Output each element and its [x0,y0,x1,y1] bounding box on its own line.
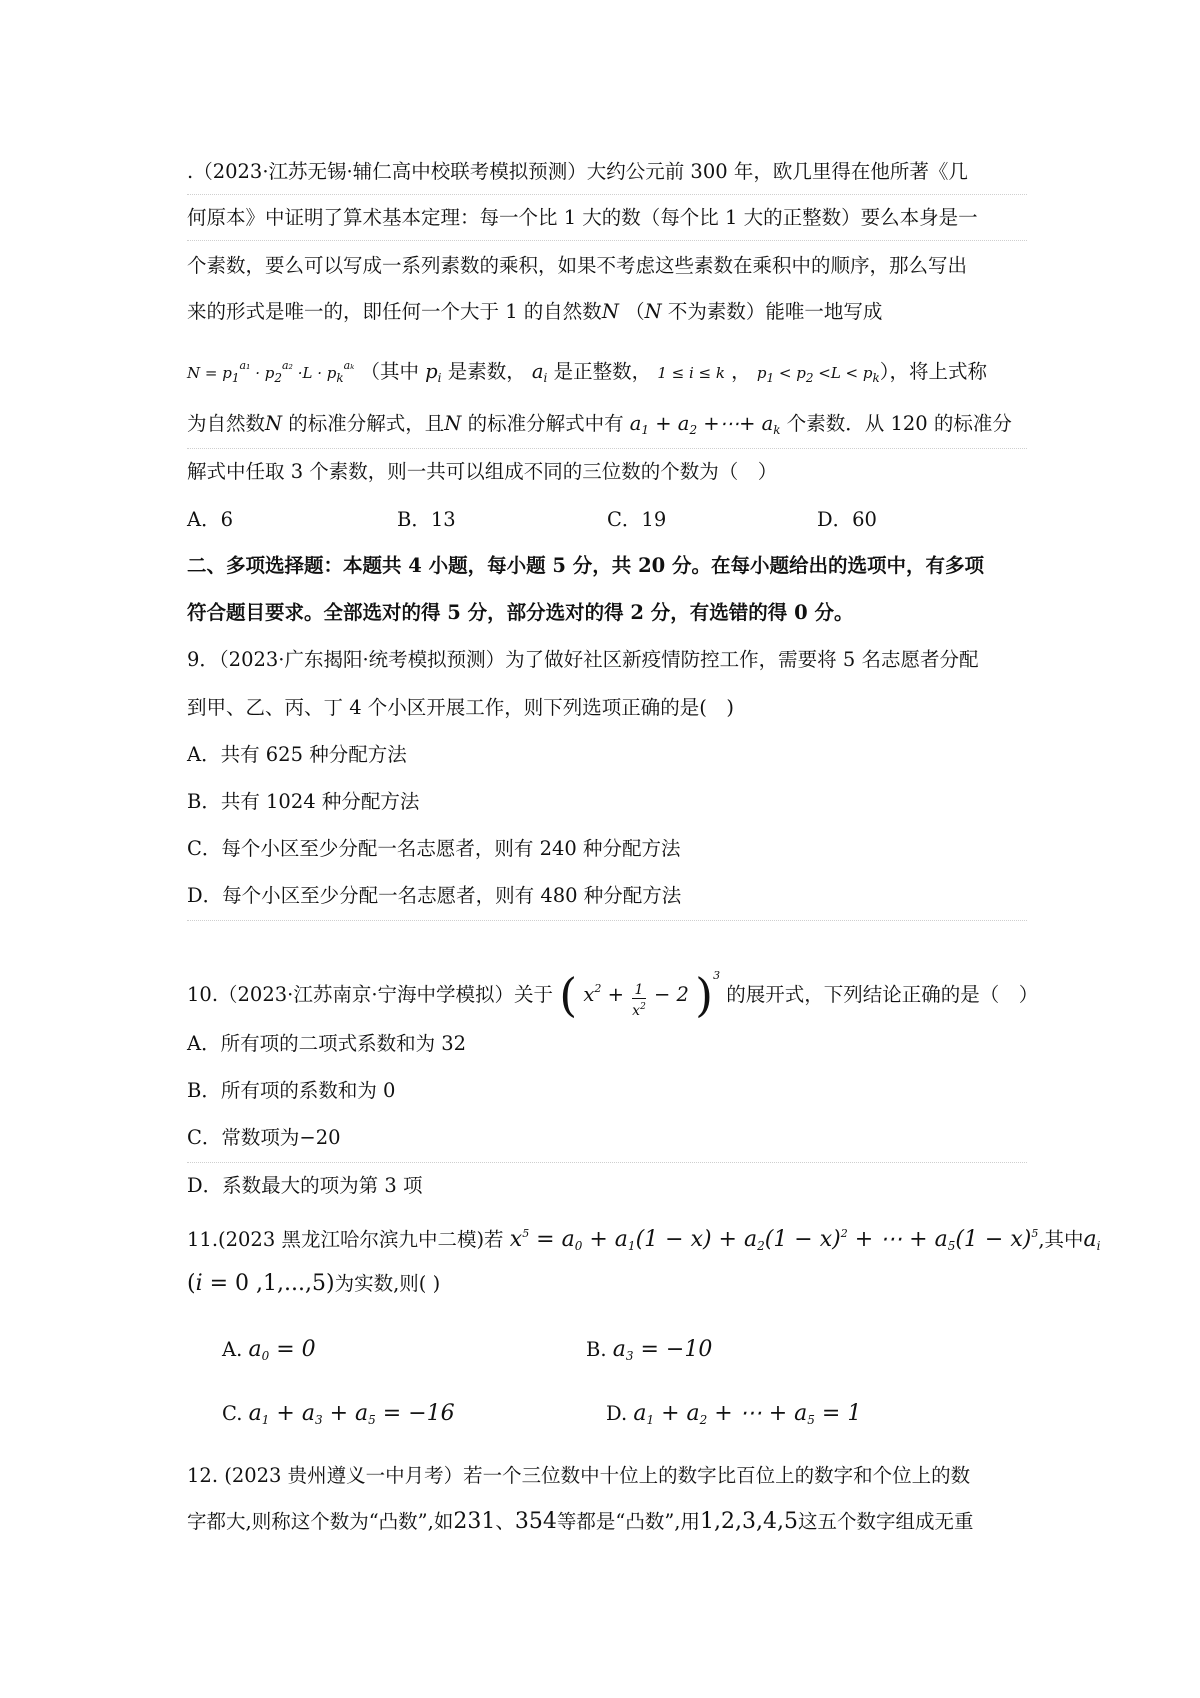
q12-line2-c: 这五个数字组成无重 [797,1510,974,1533]
q8-line6-d: 个素数．从 120 的标准分 [786,412,1012,435]
var-n: N [601,300,619,323]
var-n: N [265,412,283,435]
q11-options-row1 [222,1336,1002,1370]
divider [187,448,1027,449]
q10-suffix: 的展开式，下列结论正确的是（ ） [726,983,1039,1006]
q8-line4 [187,298,1027,326]
q12-line2-a: 字都大,则称这个数为“凸数”,如 [187,1510,454,1533]
section2-line1: 二、多项选择题：本题共 4 小题，每小题 5 分，共 20 分。在每小题给出的选项中，有多项 [187,554,985,577]
sum-of-exponents: $a_1 + a_2$ +⋯+ $a_k$ [629,412,781,437]
q8-line6-c: 的标准分解式中有 [467,412,624,435]
q8-line4-paren: （ [625,300,645,323]
divider [187,194,1027,195]
q8-line7: 解式中任取 3 个素数，则一共可以组成不同的三位数的个数为（ ） [187,460,778,483]
index-set: (i = 0 ,1,...,5) [187,1271,335,1296]
option-label-c: C. [222,1402,243,1425]
binomial-expression: ( $x^2$ + $\frac{1}{x^2}$ − 2 )$^3$ [559,968,721,1022]
formula-mid3: ， [731,360,751,383]
option-label-d: D. [606,1402,628,1425]
q12-line2 [187,1508,1027,1536]
q8-line2: 何原本》中证明了算术基本定理：每一个比 1 大的数（每个比 1 大的正整数）要么本身是一 [187,206,978,229]
q8-line6 [187,410,1027,444]
q11-stem [187,1220,1101,1260]
q8-line4-text2: 不为素数）能唯一地写成 [667,300,883,323]
digit-set: 1,2,3,4,5 [700,1509,798,1534]
q11-option-a [222,1336,586,1370]
option-b: B．13 [397,508,456,531]
q11-option-c [222,1400,606,1434]
q9-option-c: C．每个小区至少分配一名志愿者，则有 240 种分配方法 [187,837,681,860]
option-label-a: A. [222,1338,243,1361]
q11-options-row2 [222,1400,1002,1434]
formula-mid2: 是正整数， [553,360,652,383]
q11-equation: $x^5 = a_0 + a_1(1 - x) + a_2(1 - x)^2$ + ⋯ + $a_5(1 - x)^5$ [509,1227,1039,1253]
q9-option-a: A．共有 625 种分配方法 [187,743,407,766]
formula-mid1: 是素数， [447,360,526,383]
divider [187,1162,1027,1163]
option-c-formula: $a_1 + a_3 + a_5 = -16$ [248,1401,455,1427]
option-c: C．19 [607,508,667,531]
var-ai: $a_i$ [531,360,548,385]
q12-separator: 、 [495,1510,515,1533]
formula-end: ），将上式称 [879,360,988,383]
var-n: N [444,412,462,435]
option-d: D．60 [817,508,877,531]
index-range: 1 ≤ i ≤ k [657,364,725,382]
q8-line6-a: 为自然数 [187,412,266,435]
q10-prefix: 10.（2023·江苏南京·宁海中学模拟）关于 [187,983,554,1006]
q9-line1: 9．（2023·广东揭阳·统考模拟预测）为了做好社区新疫情防控工作，需要将 5 名志愿者分配 [187,648,979,671]
example-number-2: 354 [514,1509,557,1534]
q8-line1: .（2023·江苏无锡·辅仁高中校联考模拟预测）大约公元前 300 年，欧几里得在他所著《几 [187,160,968,183]
q10-option-a: A．所有项的二项式系数和为 32 [187,1032,467,1055]
option-d-formula: $a_1 + a_2$ + ⋯ + $a_5 = 1$ [633,1401,862,1427]
section2-line2: 符合题目要求。全部选对的得 5 分，部分选对的得 2 分，有选错的得 0 分。 [187,601,854,624]
option-a: A．6 [187,508,233,531]
formula-text: （其中 [360,360,419,383]
q11-line2 [187,1270,1027,1298]
example-number-1: 231 [453,1509,496,1534]
q11-prefix: 11.(2023 黑龙江哈尔滨九中二模)若 [187,1228,504,1251]
var-n: N [644,300,662,323]
factorization-formula: $N = p_1^{a_1} \cdot p_2^{a_2} \cdot L \cdot p_k^{a_k}$ [187,359,355,385]
q12-line2-b: 等都是“凸数”,用 [556,1510,700,1533]
q11-option-b [586,1336,712,1370]
q11-line2-suffix: 为实数,则( ) [334,1272,441,1295]
option-label-b: B. [586,1338,607,1361]
q8-line3: 个素数，要么可以写成一系列素数的乘积，如果不考虑这些素数在乘积中的顺序，那么写出 [187,254,968,277]
q10-stem [187,962,1039,1022]
divider [187,920,1027,921]
option-b-formula: $a_3 = -10$ [612,1337,713,1363]
q8-line4-text: 来的形式是唯一的，即任何一个大于 1 的自然数 [187,300,602,323]
option-a-formula: $a_0 = 0$ [248,1337,316,1363]
q9-line2: 到甲、乙、丙、丁 4 个小区开展工作，则下列选项正确的是( ) [187,696,735,719]
q10-option-c: C．常数项为−20 [187,1126,341,1149]
q11-suffix: ,其中 [1038,1228,1084,1251]
q9-option-d: D．每个小区至少分配一名志愿者，则有 480 种分配方法 [187,884,682,907]
divider [187,240,1027,241]
q12-line1: 12. (2023 贵州遵义一中月考）若一个三位数中十位上的数字比百位上的数字和个位上的数 [187,1464,971,1487]
var-pi: $p_i$ [425,360,442,385]
prime-order: $p_1 < p_2 <L < p_k$ [756,364,880,385]
q8-options [187,506,1027,534]
q11-option-d [606,1400,861,1434]
var-ai: $a_i$ [1083,1227,1101,1253]
q9-option-b: B．共有 1024 种分配方法 [187,790,420,813]
q10-option-d: D．系数最大的项为第 3 项 [187,1174,423,1197]
q8-line6-b: 的标准分解式，且 [288,412,445,435]
q8-formula-line [187,352,1027,392]
q10-option-b: B．所有项的系数和为 0 [187,1079,396,1102]
